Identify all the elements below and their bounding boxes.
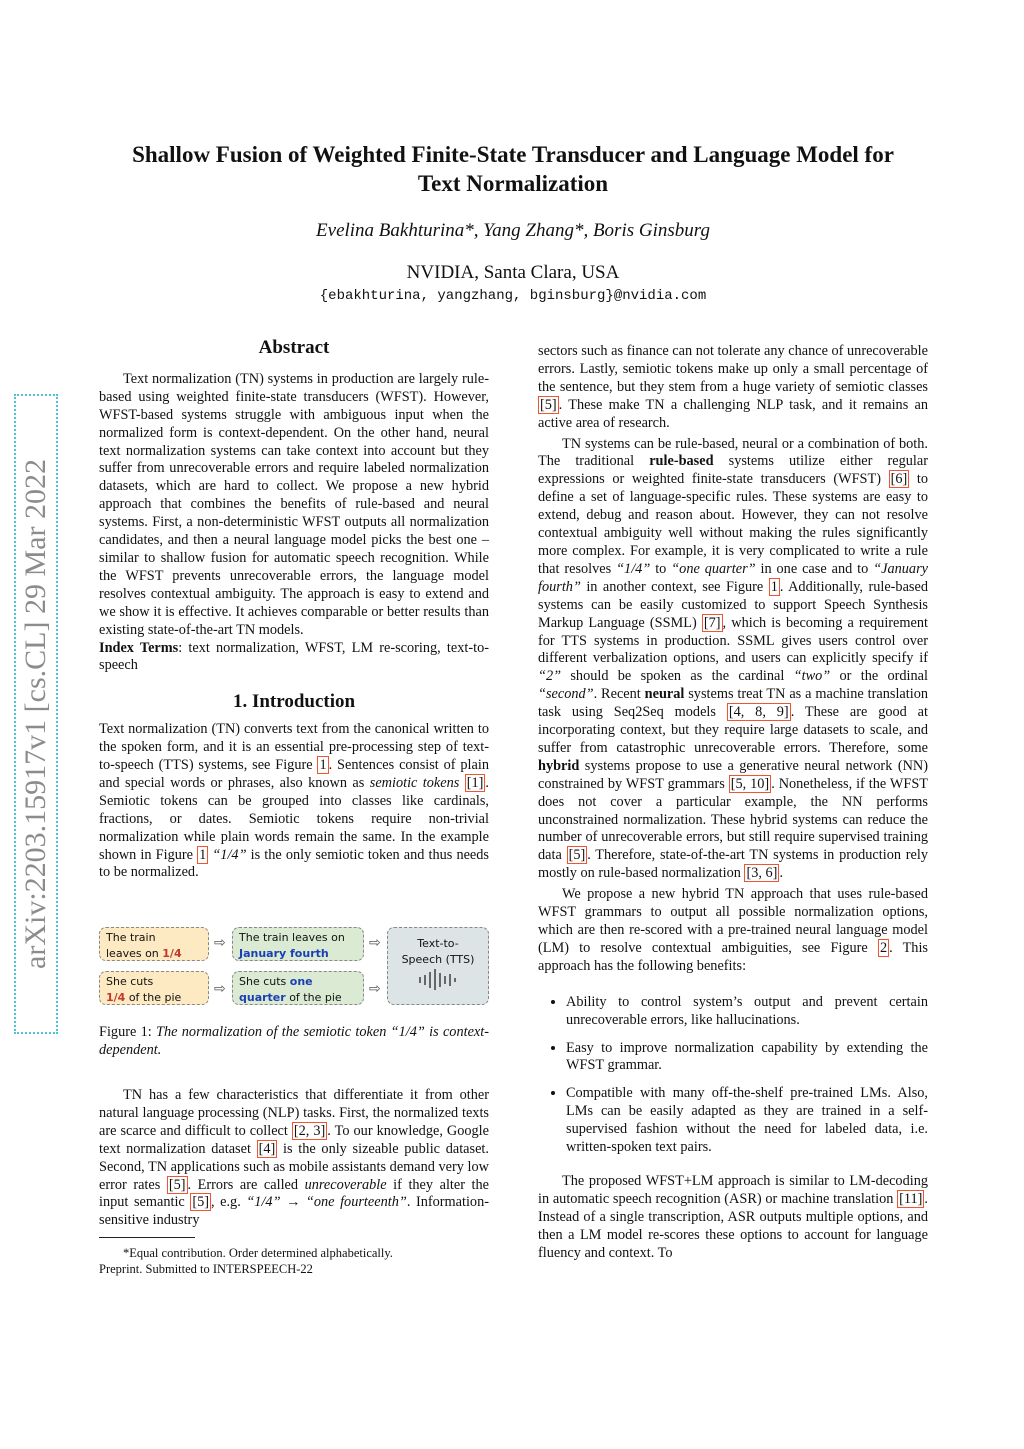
citation-link[interactable]: [4, 8, 9] [728, 704, 789, 721]
list-item: • Ability to control system’s output and prevent certain unrecoverable errors, like hallucinations. [566, 994, 928, 1030]
text: of the pie [125, 991, 182, 1004]
example-quote: “two” [793, 668, 831, 685]
benefits-list [538, 994, 928, 1157]
caption-label: Figure 1: [99, 1024, 152, 1040]
text: of the pie [285, 991, 342, 1004]
index-terms [99, 640, 489, 676]
emphasis: unrecoverable [304, 1176, 387, 1193]
arxiv-identifier: arXiv:2203.15917v1 [cs.CL] 29 Mar 2022 [14, 394, 58, 1034]
arrow-icon: ⇨ [214, 981, 226, 997]
text: to define a set of language-specific rules. These systems are easy to extend, debug and reason about. However, they can not resolve contextual ambiguity well without making the rules significantly more complex. For example, it is very complicated to write a rule that resolves [538, 471, 928, 577]
text: . To our knowledge, Google text normalization dataset [99, 1122, 489, 1157]
box-text [106, 990, 202, 1006]
example-quote: “January fourth” [538, 560, 928, 595]
citation-link[interactable]: [5, 10] [730, 775, 770, 792]
citation-link[interactable]: [6] [890, 471, 908, 488]
title-line-2: Text Normalization [417, 171, 609, 196]
figure-link[interactable]: 1 [319, 757, 327, 774]
arrow-icon: ⇨ [369, 935, 381, 951]
arxiv-sidebar [14, 404, 58, 1024]
bold-term: rule-based [649, 453, 714, 470]
figure-link[interactable]: 1 [199, 846, 207, 863]
intro-heading: 1. Introduction [232, 691, 356, 713]
text: . This approach has the following benefits: [538, 939, 928, 974]
arrow-icon: ⇨ [214, 935, 226, 951]
token-quote: “1/4” [208, 846, 247, 863]
figure-caption [99, 1023, 489, 1059]
text: . Instead of a single transcription, ASR outputs multiple options, and then a LM model re-scores these options to account for language fluency and context. To [538, 1190, 928, 1261]
citation-link[interactable]: [5] [192, 1194, 209, 1211]
tts-box [387, 927, 489, 1005]
normalized-token: January fourth [239, 947, 329, 960]
list-item: • Easy to improve normalization capability by extending the WFST grammar. [566, 1040, 928, 1076]
authors: Evelina Bakhturina*, Yang Zhang*, Boris Ginsburg [316, 220, 710, 241]
right-paragraph-2 [538, 436, 928, 884]
footnote-preprint: Preprint. Submitted to INTERSPEECH-22 [99, 1262, 313, 1276]
example-quote: “one quarter” [671, 560, 756, 577]
semiotic-term: semiotic tokens [369, 774, 460, 791]
box-text [239, 974, 357, 990]
text: . These are good at incorporating context, but they require large datasets to scale, and suffer from catastrophic unrecoverable errors. Therefore, some [538, 704, 928, 756]
box-text: The train [106, 931, 156, 944]
index-terms-text: : text normalization, WFST, LM re-scoring, text-to-speech [99, 639, 489, 674]
abstract-text: Text normalization (TN) systems in production are largely rule-based using weighted finite-state transducers (WFST). However, WFST-based systems struggle with ambiguous input when the normalized form is context-dependent. On the other hand, neural text normalization systems can take context into account but they suffer from unrecoverable errors and require labeled normalization datasets, which are hard to collect. We propose a new hybrid approach that combines the benefits of rule-based and neural systems. First, a non-deterministic WFST outputs all normalization candidates, and then a neural language model picks the best one – similar to shallow fusion for automatic speech recognition. While the WFST prevents unrecoverable errors, the language model resolves contextual ambiguity. The approach is easy to extend and we show it is effective. It achieves comparable or better results than existing state-of-the-art TN models. [99, 370, 489, 638]
normalized-token: quarter [239, 991, 286, 1004]
text: in another context, see Figure [580, 578, 769, 595]
text: Text normalization (TN) converts text from the canonical written to the spoken form, and it is an essential pre-processing step of text-to-speech (TTS) systems, see Figure [99, 721, 489, 774]
text: . Errors are called [187, 1176, 305, 1193]
citation-link[interactable]: [3, 6] [746, 865, 778, 882]
intro-paragraph-2-block [99, 1087, 489, 1230]
text: if they alter the input semantic [99, 1176, 489, 1211]
example-quote: “1/4” → “one fourteenth” [246, 1194, 407, 1211]
text: The proposed WFST+LM approach is similar to LM-decoding in automatic speech recognition (ASR) or machine translation [538, 1172, 928, 1207]
citation-link[interactable]: [5] [540, 396, 557, 413]
caption-text: The normalization of the semiotic token “1/4” is context-dependent. [99, 1024, 489, 1058]
right-paragraph-3 [538, 886, 928, 976]
token: 1/4 [162, 947, 182, 960]
text: is the only semiotic token and thus needs to be normalized. [99, 846, 489, 881]
intro-paragraph-1 [99, 721, 489, 882]
text: . Information-sensitive industry [99, 1194, 489, 1229]
citation-link[interactable]: [4] [258, 1140, 276, 1157]
text: TN has a few characteristics that differentiate it from other natural language processing (NLP) tasks. First, the normalized texts are scarce and difficult to collect [99, 1087, 489, 1139]
intro-paragraph-2 [99, 1087, 489, 1230]
index-terms-label: Index Terms [99, 639, 179, 656]
normalized-token: one [289, 975, 313, 988]
footnote-equal: *Equal contribution. Order determined alphabetically. [123, 1246, 393, 1260]
text: systems utilize either regular expressions or weighted finite-state transducers (WFST) [538, 453, 928, 488]
text: We propose a new hybrid TN approach that uses rule-based WFST grammars to output all possible normalization options, which are then re-scored with a pre-trained neural language model (LM) to resolve contextual ambiguities, see Figure [538, 886, 928, 956]
box-text: The train leaves on [239, 931, 345, 944]
text: . Therefore, state-of-the-art TN systems in production rely mostly on rule-based normalization [538, 847, 928, 882]
bold-term: hybrid [538, 757, 580, 774]
citation-link[interactable]: [1] [466, 774, 484, 791]
waveform-icon [414, 968, 462, 990]
text: , e.g. [211, 1194, 247, 1211]
box-text: She cuts [106, 975, 154, 988]
output-box-pie [232, 971, 364, 1005]
input-box-pie [99, 971, 209, 1005]
right-column [538, 343, 928, 1263]
output-box-train [232, 927, 364, 961]
text: . Nonetheless, if the WFST does not cover a particular example, the NN performs unconstrained normalization. These hybrid systems can reduce the number of unrecoverable errors, but still require supervised training data [538, 775, 928, 864]
footnote-rule [99, 1237, 195, 1238]
citation-link[interactable]: [5] [168, 1176, 186, 1193]
list-item: • Compatible with many off-the-shelf pre-trained LMs. Also, LMs can be easily adapted as they are trained in a self-supervised fashion without the need for labeled data, i.e. written-spoken text pairs. [566, 1085, 928, 1157]
citation-link[interactable]: [5] [568, 847, 586, 864]
text: sectors such as finance can not tolerate any chance of unrecoverable errors. Lastly, semiotic tokens make up only a small percentage of the sentence, but they stem from a huge variety of semiotic classes [538, 343, 928, 395]
text: to [650, 560, 672, 577]
example-quote: “1/4” [616, 560, 651, 577]
token: 1/4 [106, 991, 126, 1004]
text: , which is becoming a requirement for TTS systems in production. SSML gives users control over different verbalization options, and users can explicitly specify if [538, 614, 928, 667]
text: TN systems can be rule-based, neural or a combination of both. The traditional [538, 435, 928, 470]
example-quote: “2” [538, 668, 562, 685]
citation-link[interactable]: [7] [703, 614, 721, 631]
box-text [106, 946, 202, 962]
text: . Sentences consist of plain and special words or phrases, also known as [99, 757, 489, 791]
box-text [239, 990, 357, 1006]
text: . [779, 865, 784, 882]
tts-label: Speech (TTS) [401, 953, 475, 966]
text: She cuts [239, 975, 290, 988]
footnote [99, 1245, 489, 1277]
text: in one case and to [755, 560, 874, 577]
figure-link[interactable]: 1 [770, 578, 778, 595]
tts-label: Text-to- [417, 937, 459, 950]
text: systems propose to use a generative neural network (NN) constrained by WFST grammars [538, 757, 928, 792]
bold-term: neural [644, 686, 685, 703]
right-paragraph-1 [538, 343, 928, 433]
paper-title [80, 140, 946, 198]
text: . Additionally, rule-based systems can be easily customized to support Speech Synthesis Markup Language (SSML) [538, 578, 928, 631]
citation-link[interactable]: [2, 3] [293, 1122, 326, 1139]
arrow-icon: ⇨ [369, 981, 381, 997]
figure-1 [99, 927, 489, 1007]
text: . These make TN a challenging NLP task, and it remains an active area of research. [538, 396, 928, 431]
email: {ebakhturina, yangzhang, bginsburg}@nvidia.com [319, 288, 707, 304]
figure-link[interactable]: 2 [879, 939, 888, 956]
text: . Recent [593, 686, 645, 703]
right-paragraph-4 [538, 1173, 928, 1263]
title-line-1: Shallow Fusion of Weighted Finite-State Transducer and Language Model for [132, 142, 894, 167]
affiliation: NVIDIA, Santa Clara, USA [406, 262, 620, 283]
citation-link[interactable]: [11] [899, 1190, 923, 1207]
text: . Semiotic tokens can be grouped into classes like cardinals, fractions, or dates. Semiotic tokens require non-trivial normalization while plain words remain the same. In the example shown in Figure [99, 774, 489, 863]
abstract-heading: Abstract [258, 337, 330, 358]
left-column [99, 339, 489, 882]
text: should be spoken as the cardinal [561, 668, 794, 685]
input-box-train [99, 927, 209, 961]
text: leaves on [106, 947, 163, 960]
text: systems treat TN as a machine translation task using Seq2Seq models [538, 686, 928, 721]
example-quote: “second” [538, 686, 594, 703]
text: or the ordinal [830, 668, 928, 685]
text: is the only sizeable public dataset. Second, TN applications such as mobile assistants demand very low error rates [99, 1140, 489, 1193]
